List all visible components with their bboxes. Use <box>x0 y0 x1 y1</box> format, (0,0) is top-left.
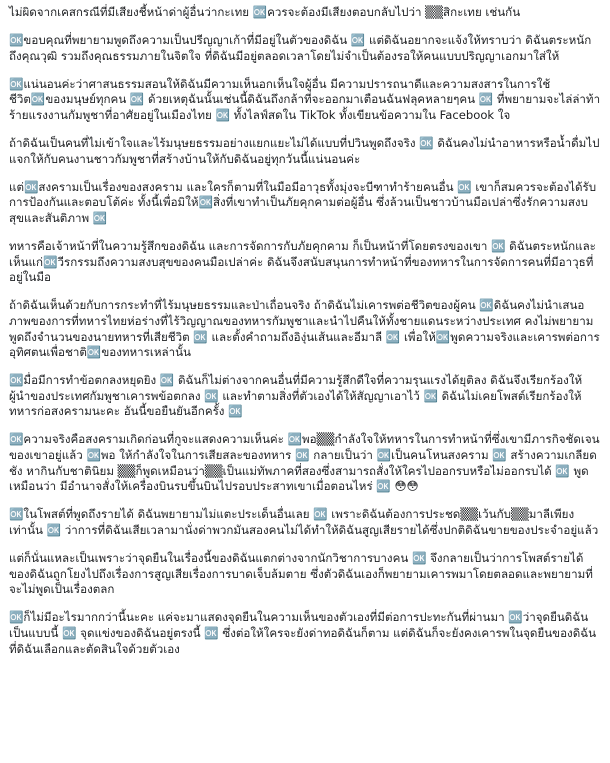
post-paragraph-8: 🆗มื่อมีการทำข้อตกลงหยุดยิง 🆗 ดิฉันก็ไม่ต่างจากคนอื่นที่มีความรู้สึกดีใจที่ความรุนแรงได้ยุติลง ดิฉันจึงเรียกร้องให้ผู้นำของประเทศกัมพูชาเคารพข้อตกลง 🆗 และทำตามสิ่งที่ตัวเองได้ให้สัญญาเอาไว้ 🆗 ดิฉันไม่เคยโพสต์เรียกร้องให้ทหารก่อสงครามนะคะ อันนี้ขอยืนยันอีกครั้ง 🆗 <box>9 373 583 419</box>
post-paragraph-6: ทหารคือเจ้าหน้าที่ในความรู้สึกของดิฉัน และการจัดการกับภัยคุกคาม ก็เป็นหน้าที่โดยตรงของเขา 🆗 ดิฉันตระหนักและเห็นแก่🆗วีรกรรมถึงความสงบสุขของคนมือเปล่าค่ะ ดิฉันจึงสนับสนุนการทำหน้าที่ของทหารในการจัดการคนที่มีอาวุธที่อยู่ในมือ <box>9 239 596 285</box>
post-paragraph-4: ถ้าดิฉันเป็นคนที่ไม่เข้าใจและไร้มนุษยธรรมอย่างแยกแยะไม่ได้แบบที่ปวินพูดถึงจริง 🆗 ดิฉันคงไม่นำอาหารหรือน้ำดื่มไปแจกให้กับคนงานชาวกัมพูชาที่สร้างบ้านให้กับดิฉันอยู่ทุกวันนี้แน่นอนค่ะ <box>9 136 600 166</box>
post-paragraph-9: 🆗ความจริงคือสงครามเกิดก่อนที่กูจะแสดงความเห็นค่ะ 🆗พอ▒▒กำลังใจให้ทหารในการทำหน้าที่ซึ่งเขามีภารกิจชัดเจนของเขาอยู่แล้ว 🆗พอ ให้กำลังใจในการเสียสละของทหาร 🆗 กลายเป็นว่า 🆗เป็นคนโหนสงคราม 🆗 สร้างความเกลียดชัง หากินกับชาตินิยม ▒▒ก็พูดเหมือนว่า▒▒เป็นแม่ทัพภาคที่สองซึ่งสามารถสั่งให้ใครไปออกรบหรือไม่ออกรบได้ 🆗 พูดเหมือนว่า มีอำนาจสั่งให้เครื่องบินรบขึ้นบินไปรอบประสาทเขาเมื่อตอนไหร่ 🆗 😳😳 <box>9 432 600 494</box>
post-paragraph-3: 🆗แน่นอนค่ะว่าศาสนธรรมสอนให้ดิฉันมีความเห็นอกเห็นใจผู้อื่น มีความปรารถนาดีและความสงสารในการใช้ชีวิต🆗ของมนุษย์ทุกคน 🆗 ด้วยเหตุฉันนั้นเช่นนี้ดิฉันถึงกล้าที่จะออกมาเตือนฉันฟลุคหลายๆคน 🆗 ที่พยายามจะไล่ล่าท้าร้ายแรงงานกัมพูชาที่อาศัยอยู่ในเมืองไทย 🆗 ทั้งไลฟ์สดใน TikTok ทั้งเขียนข้อความใน Facebook ใจ <box>9 76 601 122</box>
post-paragraph-10: 🆗ในโพสต์ที่พูดถึงรายได้ ดิฉันพยายามไม่แตะประเด็นอื่นเลย 🆗 เพราะดิฉันต้องการประชด▒▒เว้นกับ▒▒มาลีเพียงเท่านั้น 🆗 ว่าการที่ดิฉันเสียเวลามานั่งด่าพวกมันสองคนไม่ได้ทำให้ดิฉันสูญเสียรายได้ซึ่งปกติดิฉันขายของประจำอยู่แล้ว <box>9 507 599 537</box>
post-paragraph-12: 🆗ก็ไม่มีอะไรมากกว่านี้นะคะ แค่จะมาแสดงจุดยืนในความเห็นของตัวเองที่มีต่อการปะทะกันที่ผ่านมา 🆗ว่าจุดยืนดิฉันเป็นแบบนี้ 🆗 จุดแข่งของดิฉันอยู่ตรงนี้ 🆗 ซึ่งต่อให้ใครจะยังด่าทอดิฉันก็ตาม แต่ดิฉันก็จะยังคงเคารพในจุดยืนของดิฉันที่ดิฉันเลือกและตัดสินใจด้วยตัวเอง <box>9 610 597 656</box>
post-paragraph-1: ไม่ผิดจากเคสกรณีที่มีเสียงชี้หน้าด่าผู้อื่นว่ากะเทย 🆗ควรจะต้องมีเสียงตอบกลับไปว่า ▒▒สิกะเทย เช่นกัน <box>9 5 521 19</box>
post-paragraph-11: แต่ก็นั่นแหละเป็นเพราะว่าจุดยืนในเรื่องนี้ของดิฉันแตกต่างจากนักวิชาการบางคน 🆗 จึงกลายเป็นว่าการโพสต์รายได้ของดิฉันถูกโยงไปถึงเรื่องการสูญเสียเรื่องการบาดเจ็บล้มตาย ซึ่งตัวดิฉันเองก็พยายามเคารพมาโดยตลอดและพยายามที่จะไม่พูดเป็นเรื่องตลก <box>9 551 593 597</box>
post-paragraph-7: ถ้าดิฉันเห็นด้วยกับการกระทำที่ไร้มนุษยธรรมและป่าเถื่อนจริง ถ้าดิฉันไม่เคารพต่อชีวิตของผู้คน 🆗ดิฉันคงไม่นำเสนอภาพของการที่ทหารไทยห่อร่างที่ไร้วิญญาณของทหารกัมพูชาและนำไปคืนให้ทั้งชายแดนระหว่างประเทศ คงไม่พยายามพูดถึงจำนวนของนายทหารที่เสียชีวิต 🆗 และตั้งคำถามถึงอิงุ่นเส้นและอีมาลี 🆗 เพื่อให้🆗พูดความจริงและเคารพต่อการอุทิศตนเพื่อชาติ🆗ของทหารเหล่านั้น <box>9 298 600 360</box>
post-paragraph-2: 🆗ขอบคุณที่พยายามพูดถึงความเป็นปรีญญาเก้าที่มีอยู่ในตัวของดิฉัน 🆗 แต่ดิฉันอยากจะแจ้งให้ทราบว่า ดิฉันตระหนักถึงคุณวุฒิ รวมถึงคุณธรรมภายในจิตใจ ที่ดิฉันมีอยู่ตลอดเวลาโดยไม่จำเป็นต้องรอให้คนแบบปริญญาเอกมาใส่ให้ <box>9 33 592 63</box>
post-paragraph-5: แต่🆗สงครามเป็นเรื่องของสงคราม และใครก็ตามที่ในมือมีอาวุธทั้งมุ่งจะบีฑาทำร้ายคนอื่น 🆗 เขาก็สมควรจะต้องได้รับการป้องกันและตอบโต้ค่ะ ทั้งนี้เพื่อมิให้🆗สิ่งที่เขาทำเป็นภัยคุกคามต่อผู้อื่น ซึ่งล้วนเป็นชาวบ้านมือเปล่าซึ่งรักความสงบสุขและสันติภาพ 🆗 <box>9 179 597 225</box>
